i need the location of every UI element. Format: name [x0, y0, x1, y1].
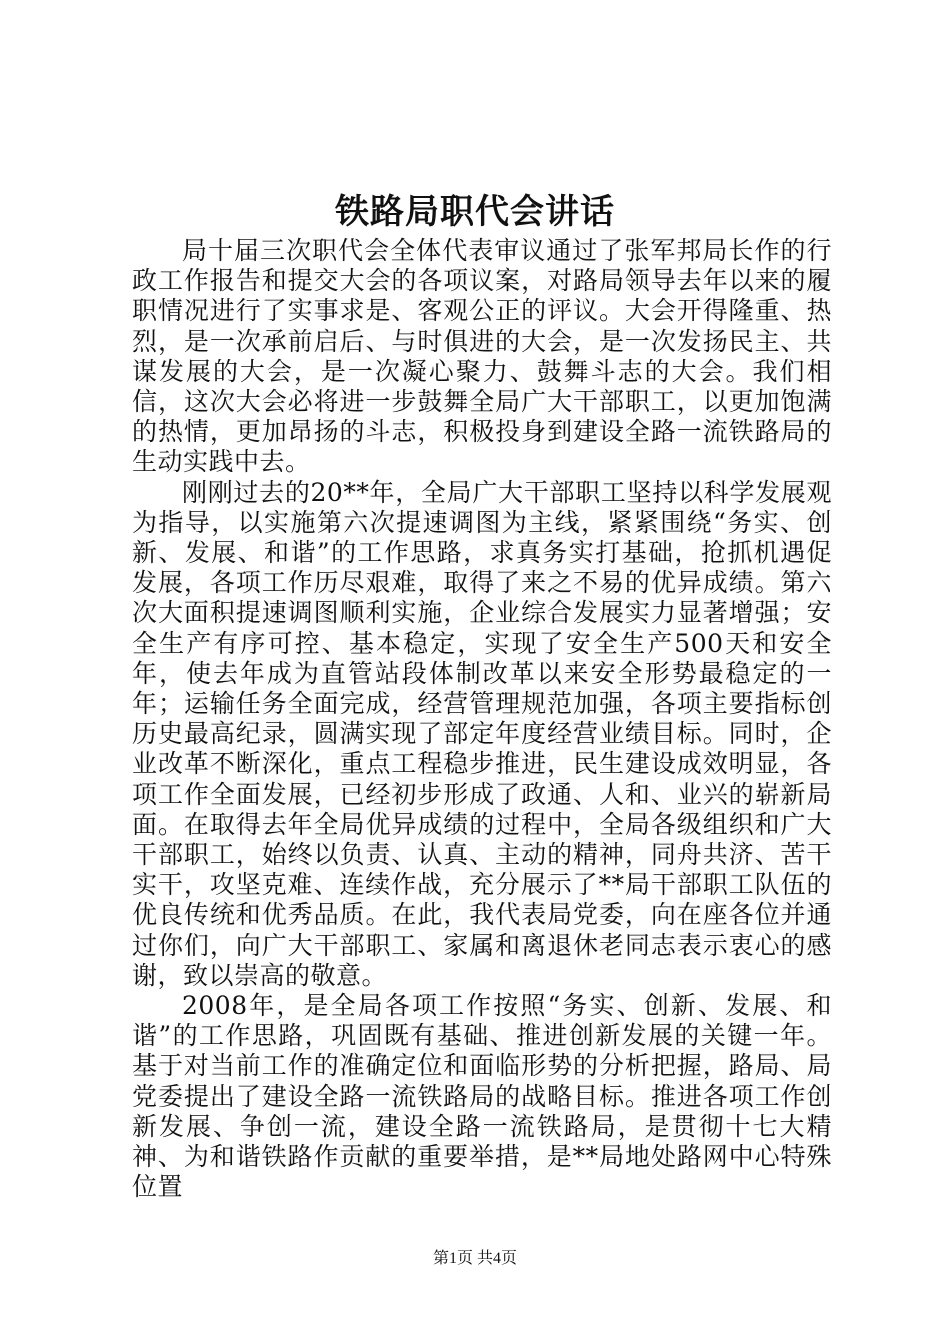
document-title: 铁路局职代会讲话 — [335, 192, 615, 232]
page-number-footer: 第1页 共4页 — [432, 1250, 517, 1267]
paragraph-3: 2008年，是全局各项工作按照“务实、创新、发展、和谐”的工作思路，巩固既有基础、推进创新发展的关键一年。基于对当前工作的准确定位和面临形势的分析把握，路局、局党委提出了建设全路一流铁路局的战略目标。推进各项工作创新发展、争创一流，建设全路一流铁路局，是贯彻十七大精神、为和谐铁路作贡献的重要举措，是**局地处路网中心特殊位置 — [132, 991, 832, 1202]
paragraph-2: 刚刚过去的20**年，全局广大干部职工坚持以科学发展观为指导，以实施第六次提速调图为主线，紧紧围绕“务实、创新、发展、和谐”的工作思路，求真务实打基础，抢抓机遇促发展，各项工作历尽艰难，取得了来之不易的优异成绩。第六次大面积提速调图顺利实施，企业综合发展实力显著增强；安全生产有序可控、基本稳定，实现了安全生产500天和安全年，使去年成为直管站段体制改革以来安全形势最稳定的一年；运输任务全面完成，经营管理规范加强，各项主要指标创历史最高纪录，圆满实现了部定年度经营业绩目标。同时，企业改革不断深化，重点工程稳步推进，民生建设成效明显，各项工作全面发展，已经初步形成了政通、人和、业兴的崭新局面。在取得去年全局优异成绩的过程中，全局各级组织和广大干部职工，始终以负责、认真、主动的精神，同舟共济、苦干实干，攻坚克难、连续作战，充分展示了**局干部职工队伍的优良传统和优秀品质。在此，我代表局党委，向在座各位并通过你们，向广大干部职工、家属和离退休老同志表示衷心的感谢，致以崇高的敬意。 — [132, 477, 832, 990]
document-body — [132, 236, 832, 1203]
paragraph-1: 局十届三次职代会全体代表审议通过了张军邦局长作的行政工作报告和提交大会的各项议案，对路局领导去年以来的履职情况进行了实事求是、客观公正的评议。大会开得隆重、热烈，是一次承前启后、与时俱进的大会，是一次发扬民主、共谋发展的大会，是一次凝心聚力、鼓舞斗志的大会。我们相信，这次大会必将进一步鼓舞全局广大干部职工，以更加饱满的热情，更加昂扬的斗志，积极投身到建设全路一流铁路局的生动实践中去。 — [132, 236, 832, 477]
